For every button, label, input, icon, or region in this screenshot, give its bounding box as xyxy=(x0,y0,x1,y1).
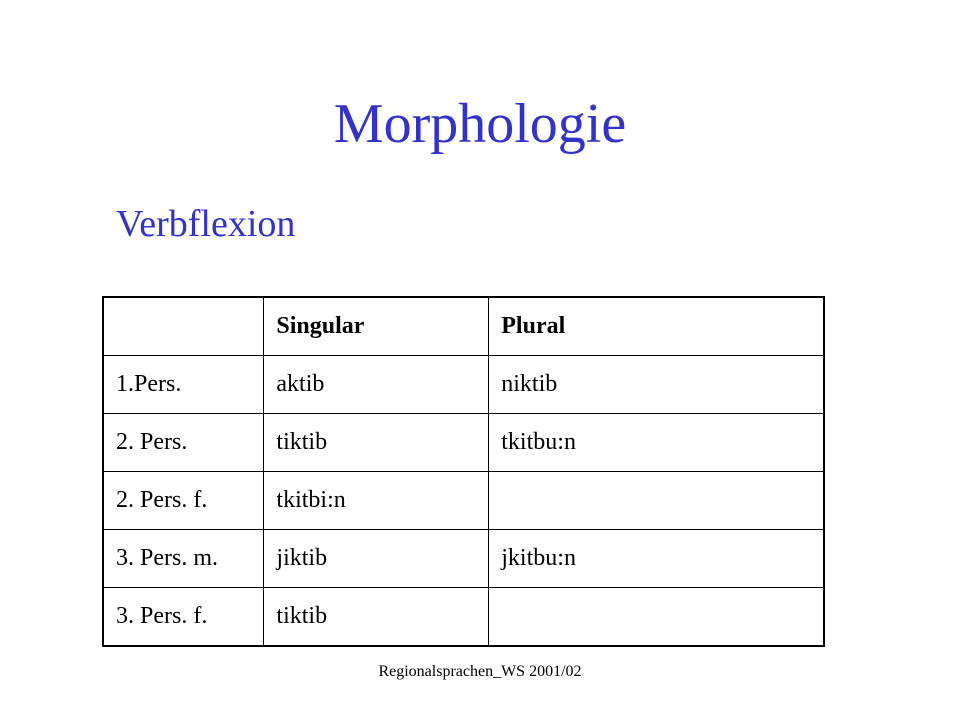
table-row xyxy=(103,356,824,414)
table-header-row xyxy=(103,297,824,356)
plural-cell: jkitbu:n xyxy=(489,530,824,588)
person-cell: 2. Pers. xyxy=(103,414,264,472)
plural-cell xyxy=(489,472,824,530)
slide-footer: Regionalsprachen_WS 2001/02 xyxy=(378,663,582,680)
slide-title: Morphologie xyxy=(333,93,627,155)
slide-subtitle: Verbflexion xyxy=(116,203,296,245)
header-cell-plural: Plural xyxy=(489,297,824,356)
person-cell: 3. Pers. f. xyxy=(103,588,264,647)
table-row xyxy=(103,472,824,530)
header-cell-empty xyxy=(103,297,264,356)
header-cell-singular: Singular xyxy=(264,297,489,356)
table-row xyxy=(103,588,824,647)
singular-cell: jiktib xyxy=(264,530,489,588)
verb-conjugation-table xyxy=(102,296,825,647)
singular-cell: tiktib xyxy=(264,414,489,472)
plural-cell xyxy=(489,588,824,647)
singular-cell: tkitbi:n xyxy=(264,472,489,530)
table-row xyxy=(103,530,824,588)
plural-cell: tkitbu:n xyxy=(489,414,824,472)
person-cell: 1.Pers. xyxy=(103,356,264,414)
singular-cell: tiktib xyxy=(264,588,489,647)
person-cell: 2. Pers. f. xyxy=(103,472,264,530)
table-row xyxy=(103,414,824,472)
plural-cell: niktib xyxy=(489,356,824,414)
person-cell: 3. Pers. m. xyxy=(103,530,264,588)
singular-cell: aktib xyxy=(264,356,489,414)
